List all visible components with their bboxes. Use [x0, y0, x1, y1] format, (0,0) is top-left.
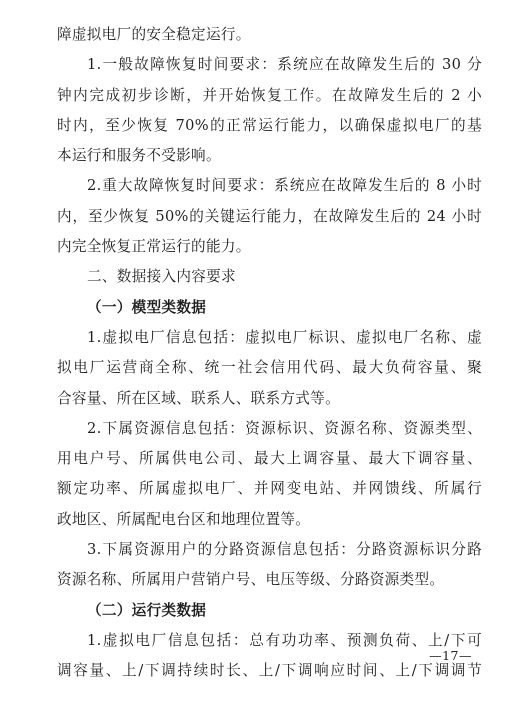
paragraph-line: 时内，至少恢复 70%的正常运行能力，以确保虚拟电厂的基: [57, 116, 482, 134]
paragraph-line: 内，至少恢复 50%的关键运行能力，在故障发生后的 24 小时: [57, 207, 482, 225]
paragraph-line: 额定功率、所属虚拟电厂、并网变电站、并网馈线、所属行: [57, 480, 482, 498]
paragraph-line: 2.下属资源信息包括：资源标识、资源名称、资源类型、: [87, 419, 482, 437]
paragraph-line: 政地区、所属配电台区和地理位置等。: [57, 510, 311, 528]
paragraph-line: 1.虚拟电厂信息包括：总有功功率、预测负荷、上/下可: [87, 631, 482, 649]
section-heading: 二、数据接入内容要求: [87, 268, 236, 286]
paragraph-line: 3.下属资源用户的分路资源信息包括：分路资源标识分路: [87, 541, 482, 559]
paragraph-line: 内完全恢复正常运行的能力。: [57, 238, 251, 256]
paragraph-line: 本运行和服务不受影响。: [57, 147, 221, 165]
subsection-heading: （一）模型类数据: [87, 298, 207, 316]
paragraph-line: 资源名称、所属用户营销户号、电压等级、分路资源类型。: [57, 571, 445, 589]
paragraph-line: 调容量、上/下调持续时长、上/下调响应时间、上/下调调节: [57, 662, 482, 680]
paragraph-line: 合容量、所在区域、联系人、联系方式等。: [57, 389, 340, 407]
subsection-heading: （二）运行类数据: [87, 601, 207, 619]
paragraph-line: 1.虚拟电厂信息包括：虚拟电厂标识、虚拟电厂名称、虚: [87, 328, 482, 346]
body-text: [57, 20, 482, 687]
paragraph-continuation-line: 障虚拟电厂的安全稳定运行。: [57, 26, 251, 43]
paragraph-line: 2.重大故障恢复时间要求：系统应在故障发生后的 8 小时: [87, 177, 482, 195]
paragraph-line: 拟电厂运营商全称、统一社会信用代码、最大负荷容量、聚: [57, 359, 482, 377]
paragraph-line: 用电户号、所属供电公司、最大上调容量、最大下调容量、: [57, 450, 482, 468]
paragraph-line: 钟内完成初步诊断，并开始恢复工作。在故障发生后的 2 小: [57, 86, 482, 104]
page-number: —17—: [429, 648, 472, 663]
paragraph-line: 1.一般故障恢复时间要求：系统应在故障发生后的 30 分: [87, 56, 482, 74]
